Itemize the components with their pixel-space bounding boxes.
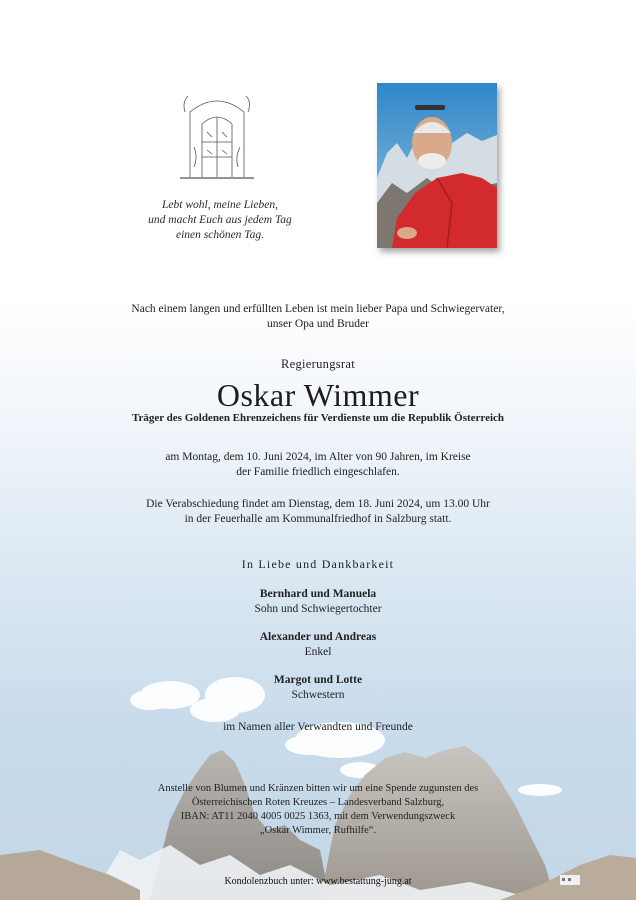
relatives-text: im Namen aller Verwandten und Freunde — [223, 721, 413, 733]
mourner-names: Alexander und Andreas — [259, 631, 377, 643]
mourner-names: Margot und Lotte — [273, 674, 363, 686]
title-label: Regierungsrat — [280, 357, 356, 371]
funeral-text-line: in der Feuerhalle am Kommunalfriedhof in Salzburg statt. — [184, 513, 452, 525]
quote-line: und macht Euch aus jedem Tag — [148, 214, 292, 226]
donation-text-line: „Oskar Wimmer, Rufhilfe“. — [259, 825, 377, 836]
intro-text-line: Nach einem langen und erfüllten Leben ist mein lieber Papa und Schwiegervater, — [131, 303, 505, 315]
deceased-name: Oskar Wimmer — [216, 377, 420, 413]
gratitude-heading: In Liebe und Dankbarkeit — [241, 557, 395, 571]
funeral-text-line: Die Verabschiedung findet am Dienstag, dem 18. Juni 2024, um 13.00 Uhr — [146, 498, 490, 510]
mourner-relation: Sohn und Schwiegertochter — [254, 603, 382, 615]
honor-text: Träger des Goldenen Ehrenzeichens für Verdienste um die Republik Österreich — [131, 412, 505, 424]
mourner-names: Bernhard und Manuela — [259, 588, 377, 600]
mourner-relation: Schwestern — [291, 689, 345, 701]
quote-line: Lebt wohl, meine Lieben, — [162, 199, 278, 211]
donation-text-line: Österreichischen Roten Kreuzes – Landesverband Salzburg, — [191, 797, 445, 808]
donation-text-line: Anstelle von Blumen und Kränzen bitten wir um eine Spende zugunsten des — [157, 783, 479, 794]
portrait-photo — [377, 83, 497, 248]
mourner-relation: Enkel — [304, 646, 332, 658]
quote-line: einen schönen Tag. — [175, 229, 265, 241]
condolence-link[interactable]: Kondolenzbuch unter: www.bestattung-jung.at — [224, 876, 412, 887]
death-text-line: am Montag, dem 10. Juni 2024, im Alter von 90 Jahren, im Kreise — [165, 451, 471, 463]
quote — [120, 198, 320, 243]
donation-text-line: IBAN: AT11 2040 4005 0025 1363, mit dem Verwendungszweck — [180, 811, 456, 822]
gate-illustration — [180, 92, 254, 182]
death-text-line: der Familie friedlich eingeschlafen. — [236, 466, 400, 478]
intro-text-line: unser Opa und Bruder — [267, 318, 369, 330]
